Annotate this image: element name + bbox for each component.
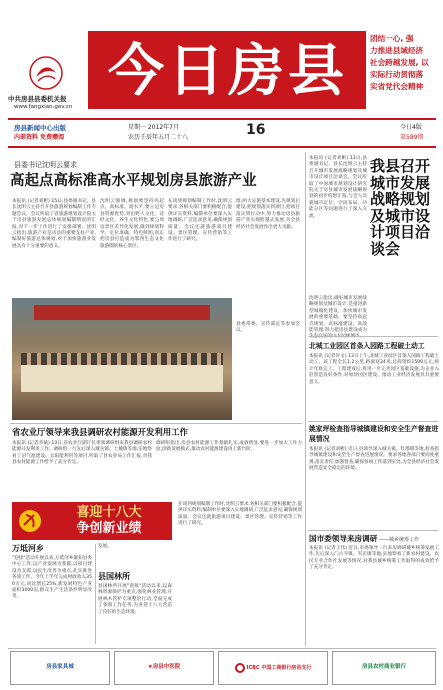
ad-label: 房县农村商业银行	[361, 664, 406, 671]
divider	[308, 530, 438, 531]
right-mid2-headline: 姚家坪检查指导城镇建设和安全生产督查进展情况	[309, 425, 439, 443]
publisher-label: 中共房县县委机关报	[8, 95, 67, 103]
right-top-headline: 我县召开城市发展战略规划及城市设计项目洽谈会	[370, 157, 431, 258]
right-mid1-body: 本报讯 (记者许文) 13日上午,北城工业园区首条入园路工程破土动工。该工程全长1.2公里,路面宽24米,总投资约1500万元,预计年底完工。工程建成后,将进一步完善园区基础设施,为企业入驻创造良好条件,对加快园区建设、推动工业经济发展具有重要意义。	[309, 354, 439, 385]
divider	[308, 336, 438, 337]
lead-column-3: 在谈到规划编制工作时,沈明云要求,各相关部门要积极配合,提供详实资料,编制单位要深入实地调研,广泛征求意见,确保规划质量。会议还就旅游项目建设、景区管理、宣传营销等工作进行了研究。	[168, 199, 232, 243]
right-bottom-subhead: ——城乡统筹工作	[378, 537, 419, 543]
right-bottom-title: 国市委领导来房调研	[309, 534, 378, 543]
column1-headline: 万坻河乡	[12, 544, 44, 553]
newspaper-emblem-icon	[28, 55, 64, 91]
ad-hospital[interactable]	[114, 651, 214, 685]
lead-column-1: 本报讯 (记者刘彬) 15日,县委副书记、县长沈明云主持召开县旅游规划编制工作专题会议。会议听取了省旅游规划设计院关于房县旅游发展总体规划编制情况的汇报,对下一步工作进行了安排部署。沈明云指出,旅游产业是房县的重要支柱产业,编制好旅游总体规划,对于加快旅游业发展具有十分重要的意义。	[12, 199, 96, 249]
divider	[305, 152, 306, 646]
lead-column-4: 增,两大实施基本建设,先规划后建设,把规划落实到项目,把项目落实到行动中,努力推动房县旅游产业实现跨越式发展,为全县经济社会发展作出更大贡献。	[236, 199, 300, 230]
ad-label: ★房县中医院	[147, 664, 181, 671]
slogan-line: 团结一心, 强	[370, 34, 414, 43]
lead-kicker: 县委书记沈明云要求	[14, 161, 77, 169]
slogan-line: 社会跨越发展, 以	[370, 58, 429, 67]
column1-body: "迎接"活动开展以来,万坻河乡紧扣县委中心工作,以产业发展为基础,以项目建设为支撑,以民生改善为重点,扎实推进各项工作。今年上半年完成财政收入350万元,同比增长25%,新发展特色产业面积3000亩,群众生产生活条件明显改善。	[12, 556, 92, 600]
ad-rural-bank[interactable]	[332, 651, 436, 685]
right-mid1-headline: 北城工业园区首条入园路工程破土动工	[309, 342, 425, 350]
masthead-top-rule	[8, 118, 436, 120]
page-number: 16	[246, 122, 266, 138]
party-emblem-icon	[18, 509, 42, 533]
banner-line-2: 争创新业绩	[76, 521, 142, 536]
slogan-line: 力推进县域经济	[370, 46, 424, 55]
ad-label: 房县家具城	[46, 664, 74, 671]
meeting-photo	[12, 298, 232, 420]
celebration-banner	[12, 502, 172, 540]
divider	[8, 648, 436, 649]
column3-body: 发展。	[98, 544, 112, 549]
divider	[10, 423, 302, 424]
ad-icbc[interactable]	[218, 651, 328, 685]
lunar-date-line: 农历壬辰年五月二十八	[128, 134, 189, 141]
masthead	[0, 0, 443, 156]
news2-continuation: 在谈到规划编制工作时,沈明云要求,各相关部门要积极配合,提供详实资料,编制单位要深入实地调研,广泛征求意见,确保规划质量。会议还就旅游项目建设、景区管理、宣传营销等工作进行了研究。	[178, 502, 302, 527]
masthead-title: 今日房县	[108, 38, 348, 104]
divider	[308, 421, 438, 422]
slogan-line: 实省党代会精神	[370, 82, 424, 91]
slogan-line: 实际行动贯彻落	[370, 70, 424, 79]
news2-body: 本报讯 (记者李斌) 13日,省农业厅副厅长率领调研组来我县调研农村能源开发利用工作。调研组一行先后深入城关镇、土城镇等地,实地察看了沼气池建设、太阳能利用等项目,听取了县农业局工作汇报,对我县农村能源工作给予了充分肯定。	[12, 441, 152, 466]
right-bottom-headline	[309, 534, 439, 544]
right-top-body-2: 沈明云指出,做好城市发展战略规划及城市设计,是推进新型城镇化建设、加快城市发展的重要基础。要坚持高起点规划、高标准建设、高效能管理,努力把房县建设成为	[309, 296, 367, 334]
column2-body: 县国林所开展"迎接"活动以来,以森林资源保护为重点,强化林业管理,开展林木管护专项整治行动,全面完成了各项工作任务,为喜迎十八大营造了良好的生态环境。	[98, 584, 172, 615]
right-top-body: 本报讯 (记者刘彬) 13日,县委副书记、县长沈明云主持召开城市发展战略规划及城市设计项目洽谈会。会议听取了中国城市规划设计研究院关于房县城市发展战略规划的初步构想汇报,与会人员就城市定位、空间布局、功能分区等问题进行了深入交流。	[309, 156, 367, 219]
ad-furniture[interactable]	[10, 651, 110, 685]
date-line: 星期一 2012年7月	[128, 124, 179, 131]
banner-line-1: 喜迎十八大	[76, 505, 142, 520]
masthead-slogan	[370, 33, 442, 93]
producer-label: 房县新闻中心出版	[14, 124, 66, 132]
column2-headline: 县国林所	[98, 572, 130, 581]
right-bottom-body: 本报讯 (记者王伟) 近日,市委领导一行来房调研城乡统筹发展工作,先后深入门古寺镇、军店镇等地,实地察看了新农村建设、农民专业合作社发展等情况,对我县城乡统筹工作取得的成效给予了充分肯定。	[309, 546, 439, 571]
right-mid2-body: 本报讯 (记者刘彬) 近日,县领导深入城关镇、红塔镇等地,检查指导城镇建设和安全生产督查进展情况。要求各地各部门要高度重视,落实责任,加强督查,确保各项工作落到实处,为全县经济社会发展营造安全稳定的环境。	[309, 447, 439, 472]
tagline-label: 内部资料 免费赠阅	[14, 134, 65, 141]
pages-today-label: 今日4版	[400, 124, 422, 131]
news2-headline: 省农业厅领导来我县调研农村能源开发利用工作	[12, 427, 188, 437]
ad-label: ICBC 中国工商银行房县支行	[246, 664, 312, 671]
news2-body-2: 调研组指出,房县农村能源工作基础扎实,成效明显,要进一步加大工作力度,创新发展模式,推动农村能源建设再上新台阶。	[156, 441, 302, 453]
lead-column-5: 县委常委、宣传部长等参加会议。	[236, 322, 300, 334]
issue-label: 第589期	[400, 134, 424, 141]
lead-headline: 高起点高标准高水平规划房县旅游产业	[10, 173, 257, 189]
divider	[95, 544, 96, 644]
bank-logo-icon	[235, 663, 245, 673]
website-label[interactable]: www.fangxian.gov.cn	[14, 104, 73, 110]
lead-column-2: 沈明云强调,规划要坚持高起点、高标准、高水平,要立足房县资源优势,突出野人文化、诗经文化、养生文化特色,要与周边景区差异化发展,做到规划科学、定位准确、特色鲜明,真正把房县打造成为鄂西生态文化旅游圈的核心景区。	[100, 199, 164, 249]
masthead-bottom-rule	[8, 146, 436, 148]
